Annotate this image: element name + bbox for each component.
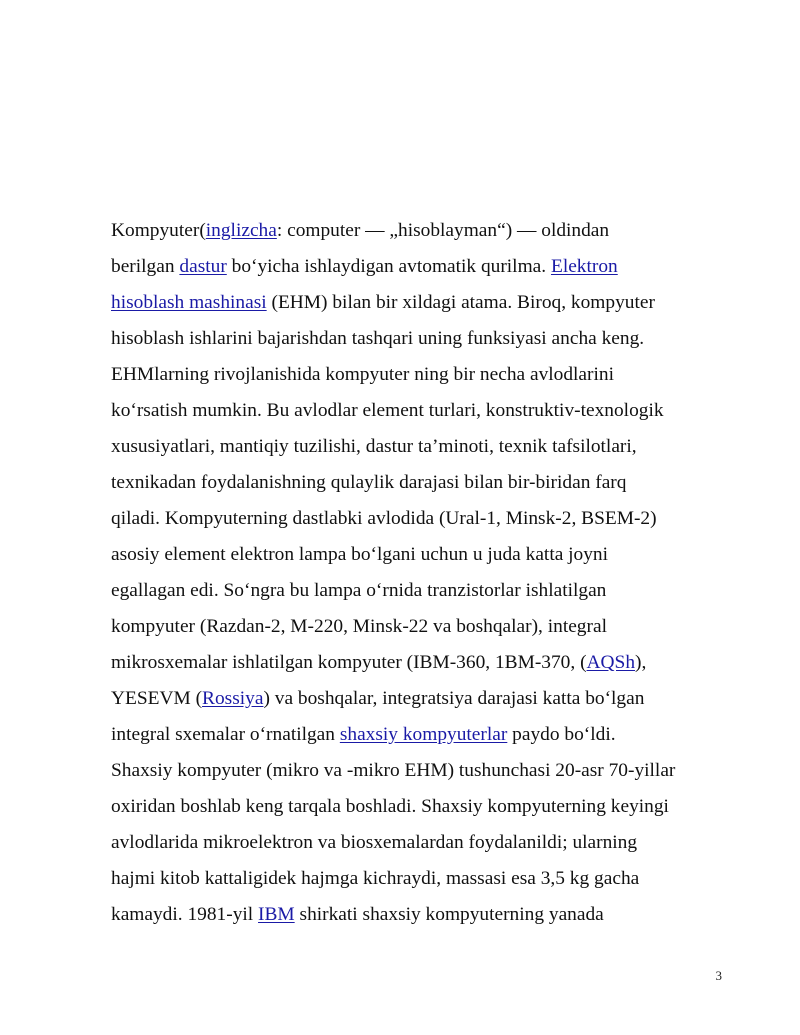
link-hisoblash-mashinasi[interactable]: hisoblash mashinasi <box>111 292 267 313</box>
text-line <box>111 753 751 789</box>
text-segment: xususiyatlari, mantiqiy tuzilishi, dastur ta’minoti, texnik tafsilotlari, <box>111 436 637 457</box>
text-line <box>111 825 751 861</box>
text-segment: qiladi. Kompyuterning dastlabki avlodida (Ural-1, Minsk-2, BSEM-2) <box>111 508 657 529</box>
text-segment: asosiy element elektron lampa bo‘lgani uchun u juda katta joyni <box>111 544 609 565</box>
text-line <box>111 393 751 429</box>
text-line <box>111 573 751 609</box>
link-rossiya[interactable]: Rossiya <box>202 688 264 709</box>
text-line <box>111 285 751 321</box>
text-line <box>111 357 751 393</box>
text-line <box>111 609 751 645</box>
text-segment: kompyuter (Razdan-2, M-220, Minsk-22 va boshqalar), integral <box>111 616 607 637</box>
text-segment: Kompyuter( <box>111 220 206 241</box>
text-segment: avlodlarida mikroelektron va biosxemalardan foydalanildi; ularning <box>111 832 638 853</box>
text-segment: berilgan <box>111 256 180 277</box>
text-segment: ) va boshqalar, integratsiya darajasi katta bo‘lgan <box>263 688 645 709</box>
text-segment: oxiridan boshlab keng tarqala boshladi. Shaxsiy kompyuterning keyingi <box>111 796 669 817</box>
text-line <box>111 321 751 357</box>
text-line <box>111 717 751 753</box>
text-line <box>111 429 751 465</box>
link-shaxsiy-kompyuterlar[interactable]: shaxsiy kompyuterlar <box>339 724 508 745</box>
text-segment: kamaydi. 1981-yil <box>111 904 259 925</box>
text-line <box>111 465 751 501</box>
text-segment: ko‘rsatish mumkin. Bu avlodlar element turlari, konstruktiv-texnologik <box>111 400 664 421</box>
text-line <box>111 897 751 933</box>
text-segment: EHMlarning rivojlanishida kompyuter ning bir necha avlodlarini <box>111 364 614 385</box>
link-dastur[interactable]: dastur <box>179 256 227 277</box>
text-segment: hisoblash ishlarini bajarishdan tashqari uning funksiyasi ancha keng. <box>111 328 645 349</box>
text-segment: YESEVM ( <box>111 688 203 709</box>
text-segment: hajmi kitob kattaligidek hajmga kichraydi, massasi esa 3,5 kg gacha <box>111 868 640 889</box>
text-segment: Shaxsiy kompyuter (mikro va -mikro EHM) tushunchasi 20-asr 70-yillar <box>111 760 676 781</box>
text-segment: shirkati shaxsiy kompyuterning yanada <box>294 904 604 925</box>
text-line <box>111 537 751 573</box>
text-line <box>111 645 751 681</box>
body-paragraph <box>111 213 751 933</box>
text-line <box>111 789 751 825</box>
text-segment: bo‘yicha ishlaydigan avtomatik qurilma. <box>226 256 551 277</box>
text-segment: texnikadan foydalanishning qulaylik darajasi bilan bir-biridan farq <box>111 472 627 493</box>
link-aqsh[interactable]: AQSh <box>586 652 636 673</box>
text-line <box>111 213 751 249</box>
link-ibm[interactable]: IBM <box>258 904 295 925</box>
page-number: 3 <box>715 968 722 983</box>
text-segment: ), <box>635 652 647 673</box>
text-line <box>111 249 751 285</box>
text-segment: : computer — „hisoblayman“) — oldindan <box>276 220 610 241</box>
text-segment: egallagan edi. So‘ngra bu lampa o‘rnida tranzistorlar ishlatilgan <box>111 580 607 601</box>
link-elektron[interactable]: Elektron <box>550 256 618 277</box>
text-segment: (EHM) bilan bir xildagi atama. Biroq, kompyuter <box>266 292 655 313</box>
text-line <box>111 501 751 537</box>
link-inglizcha[interactable]: inglizcha <box>205 220 277 241</box>
text-segment: paydo bo‘ldi. <box>507 724 616 745</box>
text-segment: integral sxemalar o‘rnatilgan <box>111 724 340 745</box>
text-line <box>111 861 751 897</box>
text-segment: mikrosxemalar ishlatilgan kompyuter (IBM-360, 1BM-370, ( <box>111 652 587 673</box>
text-line <box>111 681 751 717</box>
